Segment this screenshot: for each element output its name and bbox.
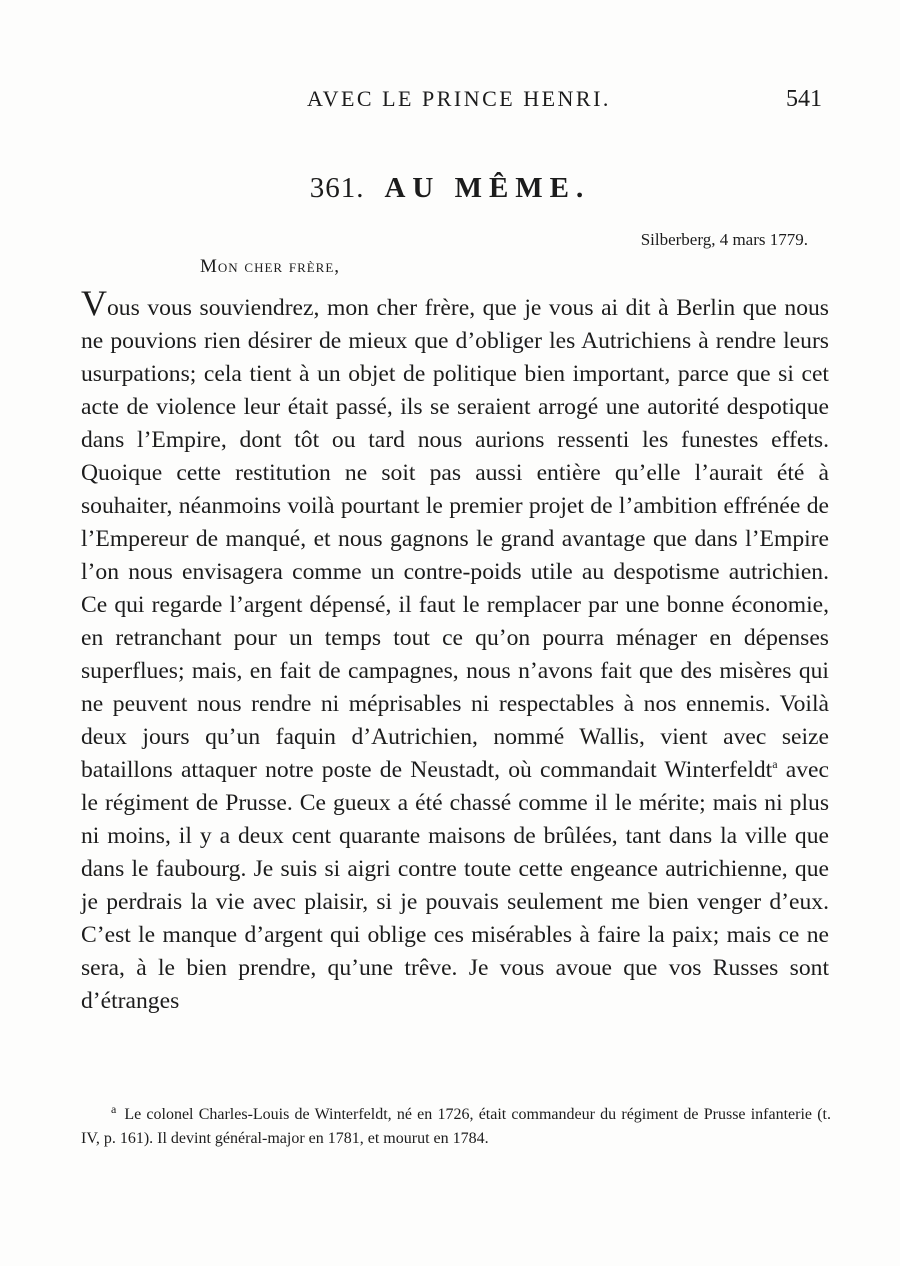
letter-number: 361. (309, 172, 365, 204)
footnote-reference: a (772, 757, 778, 772)
body-text-part2: avec le régiment de Prusse. Ce gueux a été chassé comme il le mérite; mais ni plus ni moins, il y a deux cent quarante maisons de brûlées, tant dans la ville que dans le faubourg. Je suis si aigri contre toute cette engeance autrichienne, que je perdrais la vie avec plaisir, si je pouvais seulement me bien venger d’eux. C’est le manque d’argent qui oblige ces misérables à faire la paix; mais ce ne sera, à le bien prendre, qu’une trêve. Je vous avoue que vos Russes sont d’étranges (81, 757, 829, 1014)
running-head (0, 86, 900, 116)
body-text-part1: ous vous souviendrez, mon cher frère, que je vous ai dit à Berlin que nous ne pouvions rien désirer de mieux que d’obliger les Autrichiens à rendre leurs usurpations; cela tient à un objet de politique bien important, parce que si cet acte de violence leur était passé, ils se seraient arrogé une autorité despotique dans l’Empire, dont tôt ou tard nous aurions ressenti les funestes effets. Quoique cette restitution ne soit pas aussi entière qu’elle l’aurait été à souhaiter, néanmoins voilà pourtant le premier projet de l’ambition effrénée de l’Empereur de manqué, et nous gagnons le grand avantage que dans l’Empire l’on nous envisagera comme un contre-poids utile au despotisme autrichien. Ce qui regarde l’argent dépensé, il faut le remplacer par une bonne économie, en retranchant pour un temps tout ce qu’on pourra ménager en dépenses superflues; mais, en fait de campagnes, nous n’avons fait que des misères qui ne peuvent nous rendre ni méprisables ni respectables à nos ennemis. Voilà deux jours qu’un faquin d’Autrichien, nommé Wallis, vient avec seize bataillons attaquer notre poste de Neustadt, où commandait Winterfeldt (81, 295, 829, 783)
page-number: 541 (786, 86, 822, 112)
body-paragraph (81, 283, 829, 1018)
footnote (81, 1103, 831, 1151)
letter-body (81, 283, 829, 1018)
running-title: AVEC LE PRINCE HENRI. (307, 86, 611, 111)
letter-heading (0, 172, 900, 205)
drop-cap: V (81, 283, 107, 323)
footnote-label: a (111, 1101, 117, 1116)
letter-title: AU MÊME. (384, 172, 591, 204)
salutation: Mon cher frère, (200, 256, 341, 277)
footnote-text: Le colonel Charles-Louis de Winterfeldt, né en 1726, était commandeur du régiment de Prusse infanterie (t. IV, p. 161). Il devint général-major en 1781, et mourut en 1784. (81, 1106, 831, 1147)
dateline: Silberberg, 4 mars 1779. (640, 230, 808, 249)
